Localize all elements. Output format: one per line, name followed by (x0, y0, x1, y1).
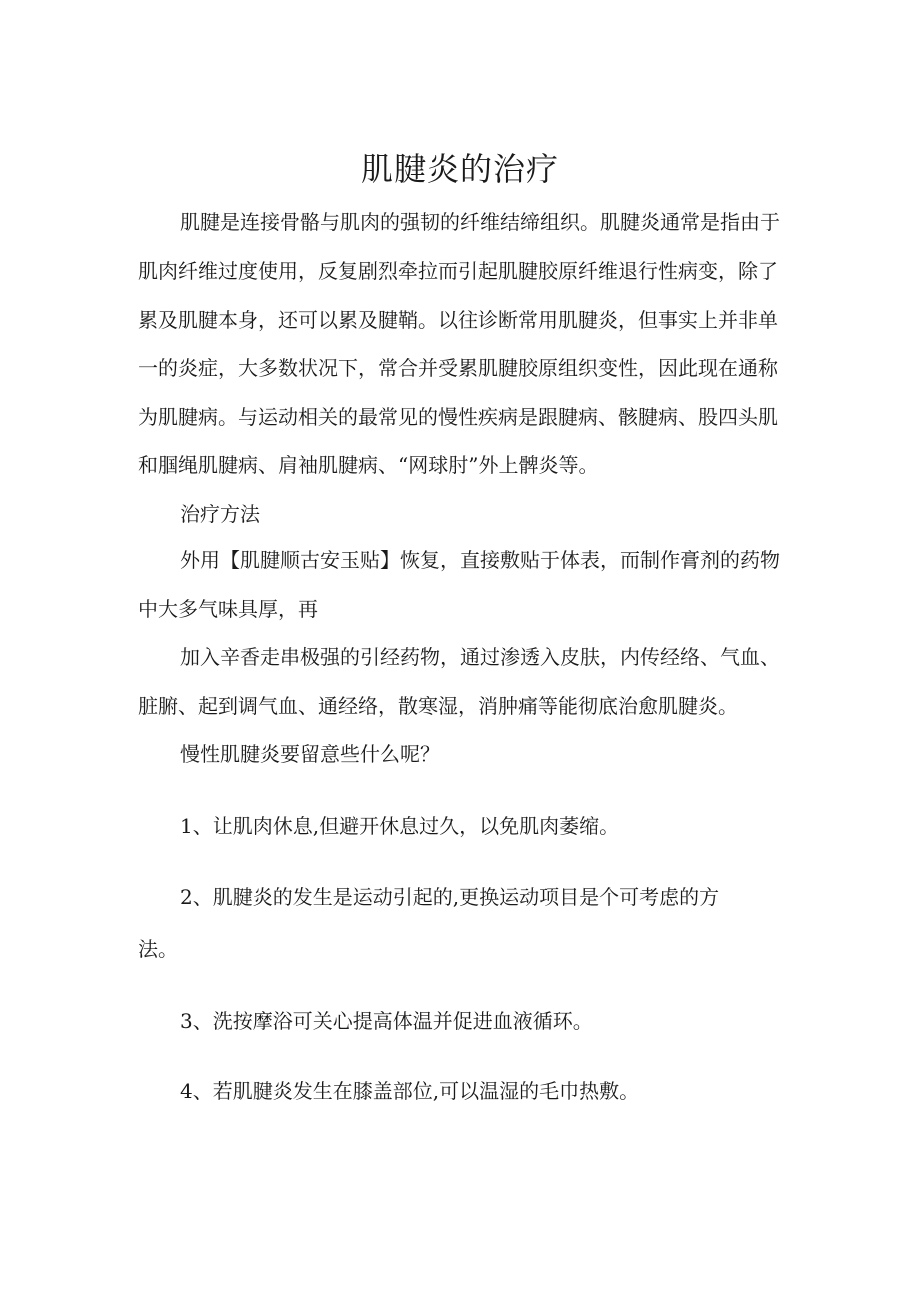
treatment-heading: 治疗方法 (180, 502, 260, 526)
intro-line-5: 为肌腱病。与运动相关的最常见的慢性疾病是跟腱病、骸腱病、股四头肌 (138, 405, 778, 429)
intro-line-6: 和腘绳肌腱病、肩袖肌腱病、“网球肘”外上髀炎等。 (138, 453, 599, 477)
question-heading: 慢性肌腱炎要留意些什么呢？ (180, 742, 440, 766)
tip-1: 1、让肌肉休息,但避开休息过久，以免肌肉萎缩。 (180, 814, 620, 838)
intro-line-2: 肌肉纤维过度使用，反复剧烈牵拉而引起肌腱胶原纤维退行性病变，除了 (138, 259, 778, 283)
intro-line-4: 一的炎症，大多数状况下，常合并受累肌腱胶原组织变性，因此现在通称 (138, 356, 778, 380)
document-title: 肌腱炎的治疗 (360, 150, 559, 189)
treatment-line-3: 加入辛香走串极强的引经药物，通过渗透入皮肤，内传经络、气血、 (180, 645, 780, 669)
tip-2-continued: 法。 (138, 937, 178, 961)
tip-3: 3、洗按摩浴可关心提高体温并促进血液循环。 (180, 1009, 593, 1033)
intro-line-3: 累及肌腱本身，还可以累及腱鞘。以往诊断常用肌腱炎，但事实上并非单 (138, 308, 778, 332)
intro-line-1: 肌腱是连接骨骼与肌肉的强韧的纤维结缔组织。肌腱炎通常是指由于 (180, 210, 780, 234)
tip-2: 2、肌腱炎的发生是运动引起的,更换运动项目是个可考虑的方 (180, 885, 720, 909)
tip-4: 4、若肌腱炎发生在膝盖部位,可以温湿的毛巾热敷。 (180, 1079, 640, 1103)
treatment-line-4: 脏腑、起到调气血、通经络，散寒湿，消肿痛等能彻底治愈肌腱炎。 (138, 694, 738, 718)
treatment-line-2: 中大多气味具厚，再 (138, 597, 318, 621)
treatment-line-1: 外用【肌腱顺古安玉贴】恢复，直接敷贴于体表，而制作膏剂的药物 (180, 548, 780, 572)
